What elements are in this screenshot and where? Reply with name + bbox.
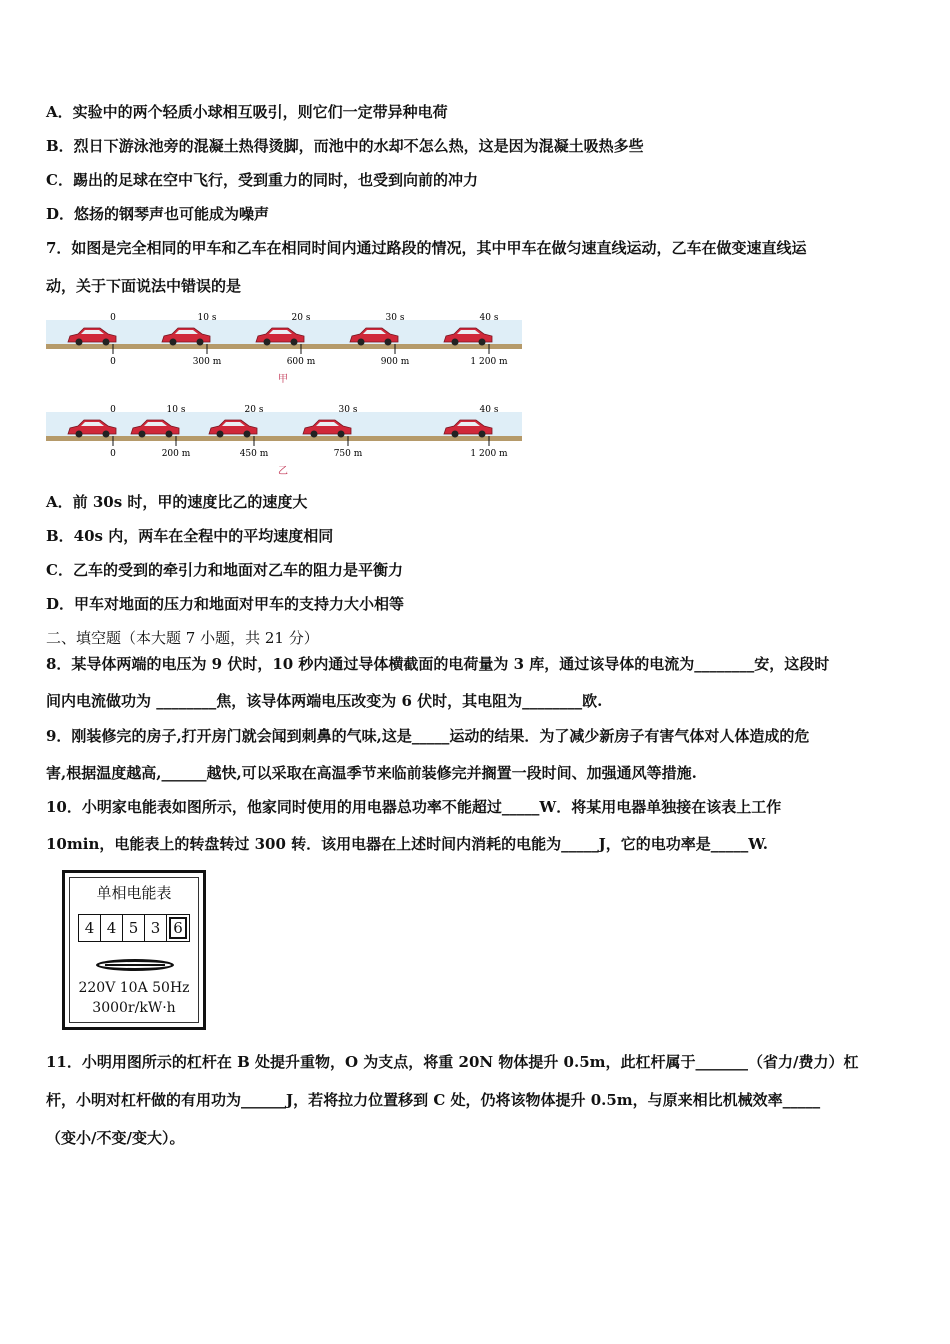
car-a-dist-300: 300 m: [192, 357, 222, 367]
car-b-dist-200: 200 m: [161, 449, 191, 459]
q7-option-b: B．40s 内，两车在全程中的平均速度相同: [46, 527, 334, 545]
q10-line1: 10．小明家电能表如图所示，他家同时使用的用电器总功率不能超过_____W．将某用电器单独接在该表上工作: [46, 798, 782, 816]
q7-stem-line2: 动，关于下面说法中错误的是: [46, 277, 242, 295]
car-b-time-10s: 10 s: [166, 405, 186, 415]
car-b-dist-1200: 1 200 m: [470, 449, 508, 459]
car-a-dist-1200: 1 200 m: [470, 357, 508, 367]
q11-line3: （变小/不变/变大）。: [46, 1129, 185, 1147]
car-a-time-20s: 20 s: [291, 313, 311, 323]
car-motion-figure: [46, 308, 526, 478]
car-b-time-40s: 40 s: [479, 405, 499, 415]
car-b-dist-450: 450 m: [239, 449, 269, 459]
q11-line1: 11．小明用图所示的杠杆在 B 处提升重物，O 为支点，将重 20N 物体提升 0.5m，此杠杆属于_______（省力/费力）杠: [46, 1053, 859, 1071]
energy-meter-digits: [78, 914, 190, 942]
q7-option-c: C．乙车的受到的牵引力和地面对乙车的阻力是平衡力: [46, 561, 403, 579]
meter-digit: 4: [79, 915, 101, 941]
car-b-track: [46, 405, 522, 477]
q9-line2: 害,根据温度越高,______越快,可以采取在高温季节来临前装修完并搁置一段时间、加强通风等措施.: [46, 764, 697, 782]
car-a-time-30s: 30 s: [385, 313, 405, 323]
car-b-dist-750: 750 m: [333, 449, 363, 459]
car-a-time-40s: 40 s: [479, 313, 499, 323]
q11-line2: 杆，小明对杠杆做的有用功为______J，若将拉力位置移到 C 处，仍将该物体提升 0.5m，与原来相比机械效率_____: [46, 1091, 821, 1109]
q10-line2: 10min，电能表上的转盘转过 300 转．该用电器在上述时间内消耗的电能为_____J，它的电功率是_____W.: [46, 835, 768, 853]
q7-stem-line1: 7．如图是完全相同的甲车和乙车在相同时间内通过路段的情况，其中甲车在做匀速直线运动，乙车在做变速直线运: [46, 239, 807, 257]
q7-option-d: D．甲车对地面的压力和地面对甲车的支持力大小相等: [46, 595, 405, 613]
car-a-track: [46, 313, 522, 385]
car-a-dist-600: 600 m: [286, 357, 316, 367]
car-b-label: 乙: [278, 466, 288, 477]
car-a-dist-900: 900 m: [380, 357, 410, 367]
q6-option-b: B．烈日下游泳池旁的混凝土热得烫脚，而池中的水却不怎么热，这是因为混凝土吸热多些: [46, 137, 644, 155]
car-b-time-0: 0: [110, 405, 116, 415]
car-b-time-20s: 20 s: [244, 405, 264, 415]
q9-line1: 9．刚装修完的房子,打开房门就会闻到刺鼻的气味,这是_____运动的结果．为了减少新房子有害气体对人体造成的危: [46, 727, 810, 745]
car-b-dist-0: 0: [110, 449, 116, 459]
energy-meter-figure: [62, 870, 206, 1030]
q6-option-a: A．实验中的两个轻质小球相互吸引，则它们一定带异种电荷: [46, 103, 448, 121]
meter-digit-decimal: 6: [167, 915, 189, 941]
meter-digit: 4: [101, 915, 123, 941]
meter-rating: 220V 10A 50Hz: [78, 980, 190, 996]
car-a-time-0: 0: [110, 313, 116, 323]
car-a-label: 甲: [278, 374, 288, 385]
q6-option-d: D．悠扬的钢琴声也可能成为噪声: [46, 205, 270, 223]
q6-option-c: C．踢出的足球在空中飞行，受到重力的同时，也受到向前的冲力: [46, 171, 478, 189]
q8-line2: 间内电流做功为 ________焦，该导体两端电压改变为 6 伏时，其电阻为________欧.: [46, 692, 603, 710]
section-heading: 二、填空题（本大题 7 小题，共 21 分）: [46, 629, 319, 647]
meter-digit: 5: [123, 915, 145, 941]
energy-meter-frame: [69, 877, 199, 1023]
q7-option-a: A．前 30s 时，甲的速度比乙的速度大: [46, 493, 308, 511]
car-a-time-10s: 10 s: [197, 313, 217, 323]
meter-constant: 3000r/kW·h: [92, 1000, 176, 1016]
q8-line1: 8．某导体两端的电压为 9 伏时，10 秒内通过导体横截面的电荷量为 3 库，通过该导体的电流为________安，这段时: [46, 655, 830, 673]
energy-meter-title: 单相电能表: [96, 884, 172, 902]
car-a-dist-0: 0: [110, 357, 116, 367]
car-b-time-30s: 30 s: [338, 405, 358, 415]
meter-digit: 3: [145, 915, 167, 941]
meter-rotating-disk: [96, 959, 174, 971]
